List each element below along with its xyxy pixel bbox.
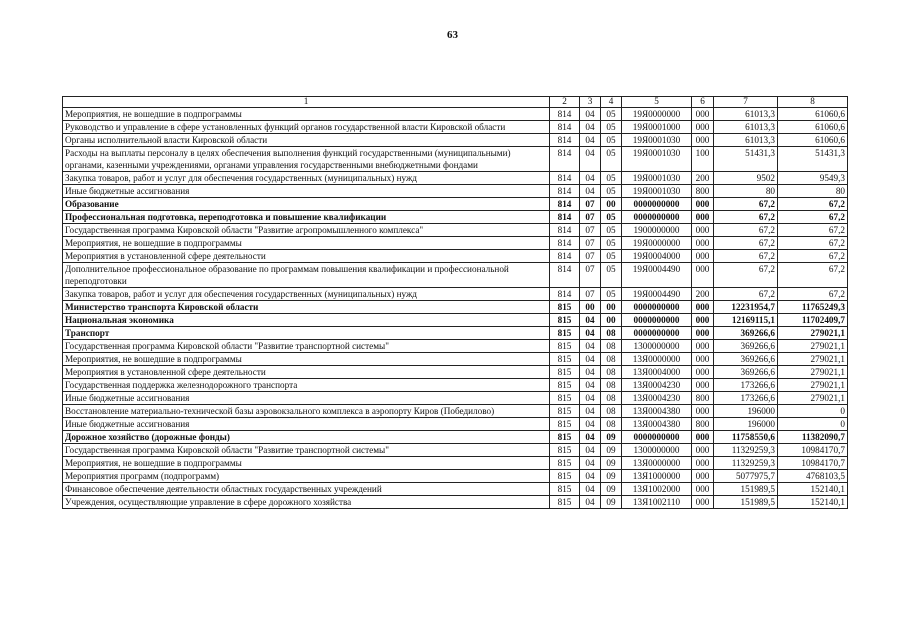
row-pr-cell: 08 (601, 353, 622, 366)
row-name-cell: Мероприятия, не вошедшие в подпрограммы (63, 108, 550, 121)
row-rz-cell: 07 (580, 250, 601, 263)
row-name-cell: Мероприятия в установленной сфере деятельности (63, 366, 550, 379)
row-vr-cell: 000 (692, 224, 714, 237)
row-pr-cell: 09 (601, 470, 622, 483)
table-row (63, 237, 848, 250)
row-pr-cell: 05 (601, 172, 622, 185)
row-gr-cell: 814 (550, 250, 580, 263)
row-vr-cell: 000 (692, 211, 714, 224)
row-name-cell: Иные бюджетные ассигнования (63, 392, 550, 405)
row-rz-cell: 04 (580, 353, 601, 366)
row-pr-cell: 05 (601, 147, 622, 172)
row-sum1-cell: 12231954,7 (714, 301, 778, 314)
row-sum1-cell: 196000 (714, 405, 778, 418)
row-name-cell: Закупка товаров, работ и услуг для обеспечения государственных (муниципальных) нужд (63, 172, 550, 185)
table-row (63, 418, 848, 431)
row-sum2-cell: 279021,1 (778, 353, 848, 366)
table-row (63, 198, 848, 211)
row-pr-cell: 05 (601, 121, 622, 134)
row-cs-cell: 13Я1002110 (622, 496, 692, 509)
row-sum2-cell: 67,2 (778, 250, 848, 263)
row-gr-cell: 815 (550, 353, 580, 366)
table-row (63, 288, 848, 301)
table-row (63, 470, 848, 483)
row-sum2-cell: 51431,3 (778, 147, 848, 172)
table-row (63, 250, 848, 263)
row-name-cell: Закупка товаров, работ и услуг для обеспечения государственных (муниципальных) нужд (63, 288, 550, 301)
row-cs-cell: 13Я0004230 (622, 392, 692, 405)
row-vr-cell: 000 (692, 237, 714, 250)
row-name-cell: Мероприятия в установленной сфере деятельности (63, 250, 550, 263)
row-name-cell: Расходы на выплаты персоналу в целях обеспечения выполнения функций государственными (муниципальными) органами, казенными учреждениями, органами управления государственными внебюджетными фондами (63, 147, 550, 172)
row-rz-cell: 04 (580, 457, 601, 470)
row-gr-cell: 815 (550, 301, 580, 314)
row-pr-cell: 05 (601, 288, 622, 301)
row-name-cell: Органы исполнительной власти Кировской области (63, 134, 550, 147)
row-sum1-cell: 11329259,3 (714, 457, 778, 470)
row-gr-cell: 814 (550, 108, 580, 121)
row-sum1-cell: 67,2 (714, 224, 778, 237)
table-row (63, 263, 848, 288)
row-cs-cell: 0000000000 (622, 327, 692, 340)
row-vr-cell: 000 (692, 444, 714, 457)
row-sum1-cell: 369266,6 (714, 353, 778, 366)
row-name-cell: Финансовое обеспечение деятельности областных государственных учреждений (63, 483, 550, 496)
row-vr-cell: 000 (692, 340, 714, 353)
row-pr-cell: 08 (601, 379, 622, 392)
row-cs-cell: 1300000000 (622, 444, 692, 457)
row-cs-cell: 13Я1000000 (622, 470, 692, 483)
row-vr-cell: 200 (692, 288, 714, 301)
table-row (63, 314, 848, 327)
row-sum2-cell: 11382090,7 (778, 431, 848, 444)
row-sum1-cell: 51431,3 (714, 147, 778, 172)
table-row (63, 340, 848, 353)
table-row (63, 121, 848, 134)
row-vr-cell: 800 (692, 185, 714, 198)
row-cs-cell: 19Я0000000 (622, 237, 692, 250)
row-vr-cell: 000 (692, 353, 714, 366)
table-row (63, 327, 848, 340)
table-row (63, 211, 848, 224)
row-sum1-cell: 12169115,1 (714, 314, 778, 327)
row-sum1-cell: 151989,5 (714, 496, 778, 509)
row-cs-cell: 13Я1002000 (622, 483, 692, 496)
row-pr-cell: 05 (601, 108, 622, 121)
row-cs-cell: 19Я0004490 (622, 288, 692, 301)
row-cs-cell: 13Я0004380 (622, 405, 692, 418)
row-cs-cell: 13Я0004000 (622, 366, 692, 379)
row-cs-cell: 19Я0000000 (622, 108, 692, 121)
row-gr-cell: 815 (550, 392, 580, 405)
row-vr-cell: 800 (692, 418, 714, 431)
header-col-3: 3 (580, 97, 601, 108)
budget-table (62, 96, 848, 509)
row-vr-cell: 000 (692, 108, 714, 121)
table-row (63, 185, 848, 198)
row-name-cell: Образование (63, 198, 550, 211)
row-name-cell: Профессиональная подготовка, переподготовка и повышение квалификации (63, 211, 550, 224)
row-pr-cell: 05 (601, 224, 622, 237)
row-rz-cell: 04 (580, 405, 601, 418)
row-sum2-cell: 61060,6 (778, 108, 848, 121)
row-sum2-cell: 11702409,7 (778, 314, 848, 327)
row-rz-cell: 04 (580, 327, 601, 340)
row-pr-cell: 05 (601, 211, 622, 224)
row-gr-cell: 814 (550, 224, 580, 237)
header-col-2: 2 (550, 97, 580, 108)
row-name-cell: Восстановление материально-технической базы аэровокзального комплекса в аэропорту Киров (Победилово) (63, 405, 550, 418)
row-gr-cell: 814 (550, 288, 580, 301)
row-cs-cell: 0000000000 (622, 211, 692, 224)
table-row (63, 366, 848, 379)
row-sum1-cell: 9502 (714, 172, 778, 185)
row-rz-cell: 04 (580, 431, 601, 444)
row-sum2-cell: 279021,1 (778, 340, 848, 353)
row-pr-cell: 00 (601, 301, 622, 314)
row-rz-cell: 00 (580, 301, 601, 314)
page-number: 63 (447, 29, 458, 41)
row-vr-cell: 200 (692, 172, 714, 185)
row-gr-cell: 815 (550, 314, 580, 327)
row-pr-cell: 08 (601, 366, 622, 379)
header-col-7: 7 (714, 97, 778, 108)
row-sum1-cell: 173266,6 (714, 379, 778, 392)
row-pr-cell: 05 (601, 263, 622, 288)
row-gr-cell: 815 (550, 340, 580, 353)
row-vr-cell: 000 (692, 470, 714, 483)
row-cs-cell: 19Я0001000 (622, 121, 692, 134)
row-rz-cell: 04 (580, 340, 601, 353)
row-pr-cell: 08 (601, 392, 622, 405)
row-pr-cell: 09 (601, 483, 622, 496)
row-pr-cell: 09 (601, 496, 622, 509)
row-vr-cell: 000 (692, 301, 714, 314)
row-gr-cell: 815 (550, 483, 580, 496)
row-cs-cell: 13Я0004230 (622, 379, 692, 392)
row-gr-cell: 814 (550, 134, 580, 147)
row-vr-cell: 000 (692, 198, 714, 211)
table-row (63, 108, 848, 121)
row-rz-cell: 04 (580, 185, 601, 198)
row-gr-cell: 815 (550, 457, 580, 470)
row-vr-cell: 000 (692, 134, 714, 147)
row-vr-cell: 000 (692, 431, 714, 444)
row-sum2-cell: 67,2 (778, 237, 848, 250)
row-sum2-cell: 10984170,7 (778, 444, 848, 457)
row-sum1-cell: 11758550,6 (714, 431, 778, 444)
row-sum2-cell: 0 (778, 418, 848, 431)
row-rz-cell: 04 (580, 483, 601, 496)
row-vr-cell: 000 (692, 405, 714, 418)
table-row (63, 379, 848, 392)
row-cs-cell: 19Я0004000 (622, 250, 692, 263)
row-name-cell: Мероприятия программ (подпрограмм) (63, 470, 550, 483)
row-sum2-cell: 11765249,3 (778, 301, 848, 314)
row-rz-cell: 07 (580, 263, 601, 288)
row-sum1-cell: 151989,5 (714, 483, 778, 496)
row-cs-cell: 1900000000 (622, 224, 692, 237)
row-sum1-cell: 67,2 (714, 198, 778, 211)
row-name-cell: Учреждения, осуществляющие управление в сфере дорожного хозяйства (63, 496, 550, 509)
row-cs-cell: 0000000000 (622, 198, 692, 211)
row-rz-cell: 07 (580, 237, 601, 250)
row-name-cell: Иные бюджетные ассигнования (63, 185, 550, 198)
row-sum1-cell: 61013,3 (714, 134, 778, 147)
row-cs-cell: 13Я0000000 (622, 457, 692, 470)
row-name-cell: Государственная программа Кировской области "Развитие транспортной системы" (63, 444, 550, 457)
row-sum1-cell: 67,2 (714, 263, 778, 288)
row-name-cell: Министерство транспорта Кировской области (63, 301, 550, 314)
row-sum1-cell: 5077975,7 (714, 470, 778, 483)
row-pr-cell: 00 (601, 314, 622, 327)
header-col-8: 8 (778, 97, 848, 108)
row-sum2-cell: 9549,3 (778, 172, 848, 185)
row-sum2-cell: 80 (778, 185, 848, 198)
table-row (63, 301, 848, 314)
row-sum1-cell: 369266,6 (714, 366, 778, 379)
header-col-5: 5 (622, 97, 692, 108)
row-pr-cell: 09 (601, 431, 622, 444)
row-gr-cell: 814 (550, 263, 580, 288)
row-pr-cell: 08 (601, 418, 622, 431)
row-cs-cell: 13Я0000000 (622, 353, 692, 366)
row-vr-cell: 000 (692, 457, 714, 470)
row-gr-cell: 814 (550, 237, 580, 250)
table-body (63, 108, 848, 509)
row-rz-cell: 04 (580, 134, 601, 147)
row-gr-cell: 815 (550, 327, 580, 340)
row-sum2-cell: 279021,1 (778, 392, 848, 405)
row-sum1-cell: 369266,6 (714, 340, 778, 353)
row-pr-cell: 08 (601, 340, 622, 353)
row-gr-cell: 815 (550, 496, 580, 509)
row-sum2-cell: 152140,1 (778, 483, 848, 496)
header-col-6: 6 (692, 97, 714, 108)
table-row (63, 392, 848, 405)
table-row (63, 172, 848, 185)
row-cs-cell: 1300000000 (622, 340, 692, 353)
row-name-cell: Мероприятия, не вошедшие в подпрограммы (63, 457, 550, 470)
row-vr-cell: 000 (692, 496, 714, 509)
row-pr-cell: 09 (601, 457, 622, 470)
row-vr-cell: 100 (692, 147, 714, 172)
header-col-1: 1 (63, 97, 550, 108)
row-rz-cell: 04 (580, 314, 601, 327)
row-name-cell: Мероприятия, не вошедшие в подпрограммы (63, 353, 550, 366)
row-gr-cell: 815 (550, 418, 580, 431)
row-sum2-cell: 61060,6 (778, 134, 848, 147)
row-sum1-cell: 67,2 (714, 211, 778, 224)
table-row (63, 431, 848, 444)
table-row (63, 353, 848, 366)
row-pr-cell: 05 (601, 185, 622, 198)
row-rz-cell: 04 (580, 121, 601, 134)
row-pr-cell: 05 (601, 134, 622, 147)
row-cs-cell: 0000000000 (622, 431, 692, 444)
table-row (63, 457, 848, 470)
row-rz-cell: 04 (580, 147, 601, 172)
row-cs-cell: 0000000000 (622, 301, 692, 314)
row-cs-cell: 13Я0004380 (622, 418, 692, 431)
row-gr-cell: 814 (550, 211, 580, 224)
row-sum1-cell: 196000 (714, 418, 778, 431)
row-cs-cell: 19Я0001030 (622, 147, 692, 172)
row-vr-cell: 000 (692, 327, 714, 340)
row-name-cell: Государственная программа Кировской области "Развитие транспортной системы" (63, 340, 550, 353)
row-sum1-cell: 67,2 (714, 250, 778, 263)
row-sum1-cell: 80 (714, 185, 778, 198)
row-pr-cell: 05 (601, 250, 622, 263)
row-cs-cell: 19Я0001030 (622, 185, 692, 198)
row-sum2-cell: 152140,1 (778, 496, 848, 509)
row-vr-cell: 000 (692, 250, 714, 263)
row-cs-cell: 19Я0001030 (622, 172, 692, 185)
row-sum2-cell: 279021,1 (778, 379, 848, 392)
row-name-cell: Дорожное хозяйство (дорожные фонды) (63, 431, 550, 444)
row-sum1-cell: 11329259,3 (714, 444, 778, 457)
row-vr-cell: 000 (692, 379, 714, 392)
table-row (63, 496, 848, 509)
row-sum2-cell: 0 (778, 405, 848, 418)
row-pr-cell: 05 (601, 237, 622, 250)
row-gr-cell: 814 (550, 121, 580, 134)
row-name-cell: Государственная поддержка железнодорожного транспорта (63, 379, 550, 392)
table-header-row (63, 97, 848, 108)
row-name-cell: Транспорт (63, 327, 550, 340)
table-row (63, 405, 848, 418)
row-rz-cell: 04 (580, 444, 601, 457)
row-cs-cell: 19Я0001030 (622, 134, 692, 147)
row-vr-cell: 000 (692, 263, 714, 288)
row-rz-cell: 04 (580, 496, 601, 509)
row-gr-cell: 814 (550, 185, 580, 198)
row-gr-cell: 815 (550, 379, 580, 392)
row-cs-cell: 19Я0004490 (622, 263, 692, 288)
row-sum2-cell: 67,2 (778, 263, 848, 288)
row-rz-cell: 04 (580, 470, 601, 483)
row-vr-cell: 000 (692, 314, 714, 327)
row-sum1-cell: 67,2 (714, 237, 778, 250)
row-sum2-cell: 10984170,7 (778, 457, 848, 470)
row-pr-cell: 09 (601, 444, 622, 457)
table-row (63, 444, 848, 457)
row-vr-cell: 000 (692, 366, 714, 379)
row-rz-cell: 04 (580, 379, 601, 392)
row-rz-cell: 04 (580, 418, 601, 431)
row-name-cell: Иные бюджетные ассигнования (63, 418, 550, 431)
row-sum2-cell: 67,2 (778, 211, 848, 224)
row-name-cell: Государственная программа Кировской области "Развитие агропромышленного комплекса" (63, 224, 550, 237)
row-rz-cell: 07 (580, 224, 601, 237)
row-sum2-cell: 4768103,5 (778, 470, 848, 483)
row-pr-cell: 08 (601, 405, 622, 418)
row-gr-cell: 815 (550, 431, 580, 444)
row-rz-cell: 07 (580, 211, 601, 224)
row-rz-cell: 04 (580, 172, 601, 185)
row-pr-cell: 08 (601, 327, 622, 340)
row-gr-cell: 815 (550, 366, 580, 379)
row-gr-cell: 814 (550, 147, 580, 172)
row-sum1-cell: 173266,6 (714, 392, 778, 405)
row-name-cell: Руководство и управление в сфере установленных функций органов государственной власти Кировской области (63, 121, 550, 134)
row-gr-cell: 815 (550, 444, 580, 457)
table-row (63, 224, 848, 237)
row-sum2-cell: 67,2 (778, 224, 848, 237)
row-rz-cell: 04 (580, 108, 601, 121)
row-rz-cell: 07 (580, 288, 601, 301)
row-name-cell: Мероприятия, не вошедшие в подпрограммы (63, 237, 550, 250)
row-sum2-cell: 279021,1 (778, 366, 848, 379)
row-cs-cell: 0000000000 (622, 314, 692, 327)
row-sum2-cell: 61060,6 (778, 121, 848, 134)
row-rz-cell: 04 (580, 366, 601, 379)
row-sum2-cell: 279021,1 (778, 327, 848, 340)
row-sum1-cell: 67,2 (714, 288, 778, 301)
row-vr-cell: 000 (692, 121, 714, 134)
row-rz-cell: 04 (580, 392, 601, 405)
row-gr-cell: 815 (550, 405, 580, 418)
row-sum1-cell: 61013,3 (714, 121, 778, 134)
row-vr-cell: 000 (692, 483, 714, 496)
row-vr-cell: 800 (692, 392, 714, 405)
row-gr-cell: 815 (550, 470, 580, 483)
row-rz-cell: 07 (580, 198, 601, 211)
row-name-cell: Национальная экономика (63, 314, 550, 327)
row-sum1-cell: 61013,3 (714, 108, 778, 121)
row-gr-cell: 814 (550, 198, 580, 211)
row-name-cell: Дополнительное профессиональное образование по программам повышения квалификации и профессиональной переподготовки (63, 263, 550, 288)
row-sum1-cell: 369266,6 (714, 327, 778, 340)
row-sum2-cell: 67,2 (778, 198, 848, 211)
table-row (63, 483, 848, 496)
table-row (63, 134, 848, 147)
table-row (63, 147, 848, 172)
header-col-4: 4 (601, 97, 622, 108)
row-pr-cell: 00 (601, 198, 622, 211)
row-sum2-cell: 67,2 (778, 288, 848, 301)
row-gr-cell: 814 (550, 172, 580, 185)
